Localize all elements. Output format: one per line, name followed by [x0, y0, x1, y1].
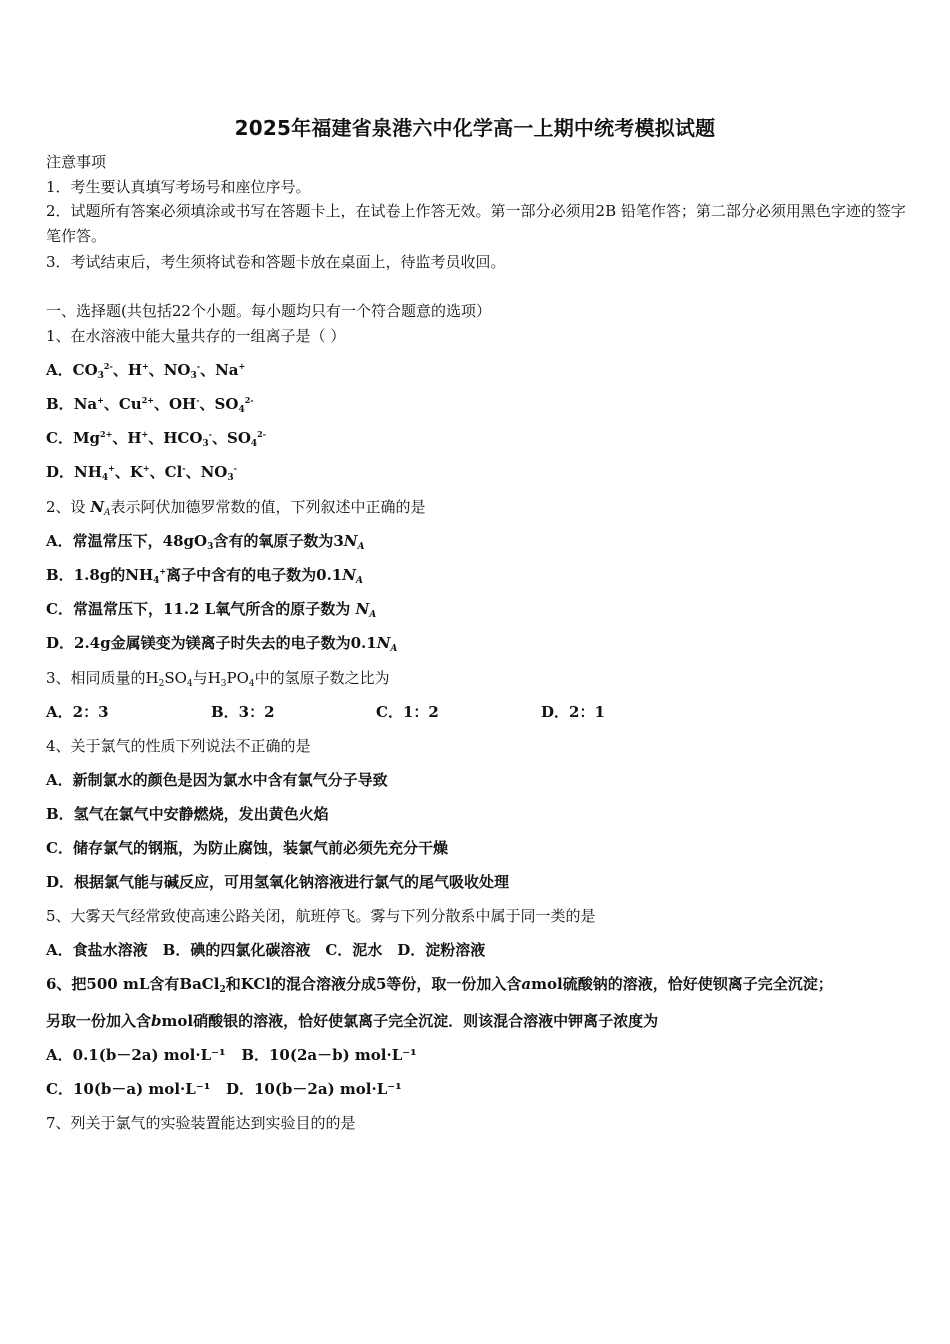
question-6-options-row-1 [46, 1044, 906, 1066]
question-3-option-a: A．2：3 [46, 703, 109, 721]
question-1-option-c: C．$Mg^{2+}$、H+、$HCO_3^-$、$SO_4^{2-}$ [46, 429, 267, 449]
question-4-option-d: D．根据氯气能与碱反应，可用氢氧化钠溶液进行氯气的尾气吸收处理 [46, 873, 510, 891]
question-3-option-d: D．2：1 [541, 703, 605, 721]
question-1-stem: 1、在水溶液中能大量共存的一组离子是（ ） [46, 327, 346, 345]
question-1-option-d: D．$NH_4^+$、K+、Cl-、$NO_3^-$ [46, 463, 237, 483]
question-1-option-b: B．Na+、$Cu^{2+}$、OH-、$SO_4^{2-}$ [46, 395, 254, 415]
question-4-option-b: B．氢气在氯气中安静燃烧，发出黄色火焰 [46, 805, 329, 823]
option-label: B． [46, 395, 74, 413]
option-label: D． [46, 463, 75, 481]
question-3-stem: 3、相同质量的$H_2SO_4$与$H_3PO_4$中的氢原子数之比为 [46, 669, 390, 689]
question-1-option-a: A．$CO_3^{2-}$、H+、$NO_3^-$、Na+ [46, 361, 246, 381]
section-heading: 一、选择题(共包括22个小题。每小题均只有一个符合题意的选项） [46, 302, 491, 320]
question-4-stem: 4、关于氯气的性质下列说法不正确的是 [46, 737, 311, 755]
question-7-stem: 7、列关于氯气的实验装置能达到实验目的的是 [46, 1114, 356, 1132]
option-label: C． [46, 429, 73, 447]
notice-item-1: 1．考生要认真填写考场号和座位序号。 [46, 178, 311, 196]
question-5-stem: 5、大雾天气经常致使高速公路关闭，航班停飞。雾与下列分散系中属于同一类的是 [46, 907, 596, 925]
question-6-option-a: A．0.1(b－2a) mol·L⁻¹ [46, 1046, 226, 1064]
page-title: 2025年福建省泉港六中化学高一上期中统考模拟试题 [234, 116, 716, 140]
option-label: A． [46, 361, 73, 379]
question-2-option-d: D．2.4g金属镁变为镁离子时失去的电子数为$0.1N_A$ [46, 634, 398, 654]
question-6-option-b: B．10(2a－b) mol·L⁻¹ [241, 1046, 417, 1064]
question-6-option-c: C．10(b－a) mol·L⁻¹ [46, 1080, 211, 1098]
question-4-option-a: A．新制氯水的颜色是因为氯水中含有氯气分子导致 [46, 771, 388, 789]
notice-item-3: 3．考试结束后，考生须将试卷和答题卡放在桌面上，待监考员收回。 [46, 253, 506, 271]
question-6-option-d: D．10(b－2a) mol·L⁻¹ [225, 1080, 402, 1098]
question-2-option-a: A．常温常压下，$48gO_3$含有的氧原子数为$3N_A$ [46, 532, 365, 552]
question-4-option-c: C．储存氯气的钢瓶，为防止腐蚀，装氯气前必须先充分干燥 [46, 839, 448, 857]
question-2-stem: 2、设 $N_A$表示阿伏加德罗常数的值，下列叙述中正确的是 [46, 498, 426, 518]
notice-item-2: 2．试题所有答案必须填涂或书写在答题卡上，在试卷上作答无效。第一部分必须用2B 铅笔作答；第二部分必须用黑色字迹的签字笔作答。 [46, 202, 906, 245]
question-3-option-c: C．1：2 [376, 703, 439, 721]
notice-heading: 注意事项 [46, 153, 107, 171]
question-6-stem-line-2: 另取一份加入含bmol硝酸银的溶液，恰好使氯离子完全沉淀．则该混合溶液中钾离子浓度为 [46, 1012, 659, 1030]
question-2-option-c: C．常温常压下，11.2 L氧气所含的原子数为 $N_A$ [46, 600, 377, 620]
question-5-options: A．食盐水溶液 B．碘的四氯化碳溶液 C．泥水 D．淀粉溶液 [46, 941, 486, 959]
question-6-options-row-2 [46, 1078, 906, 1100]
question-3-option-b: B．3：2 [211, 703, 275, 721]
question-2-option-b: B．1.8g的$NH_4^+$离子中含有的电子数为$0.1N_A$ [46, 566, 363, 586]
question-6-stem-line-1: 6、把500 mL含有BaCl$_2$和KCl的混合溶液分成5等份，取一份加入含amol硫酸钠的溶液，恰好使钡离子完全沉淀； [46, 975, 833, 995]
question-3-options [46, 701, 906, 723]
